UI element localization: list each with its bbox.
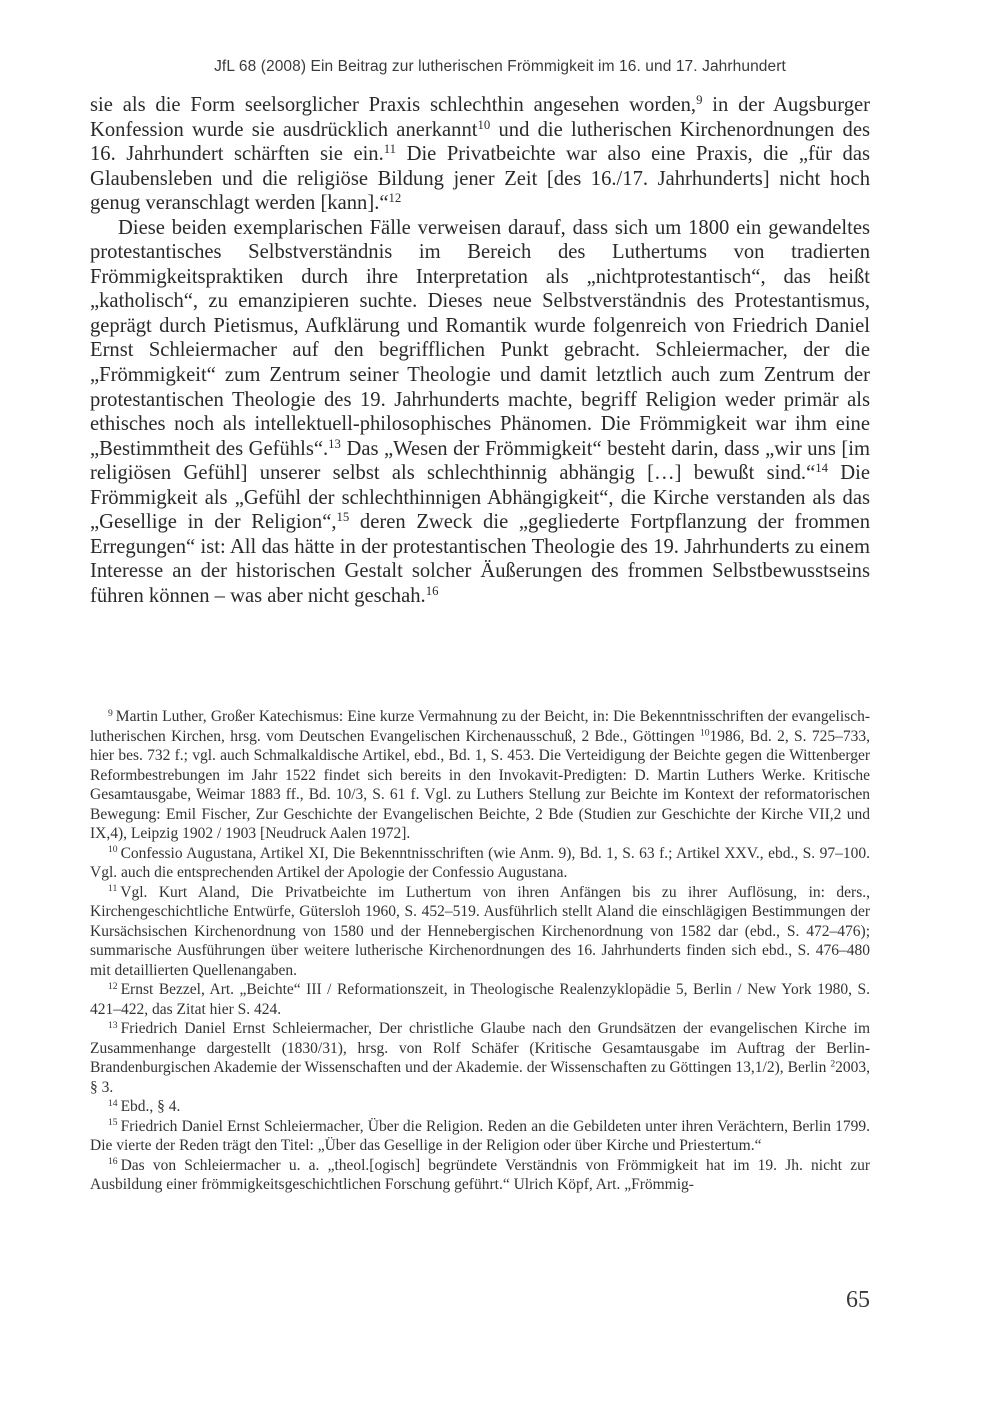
paragraph-2 — [90, 216, 870, 609]
footnote-number: 12 — [108, 980, 118, 992]
footnote-number: 9 — [108, 707, 113, 719]
running-head: JfL 68 (2008) Ein Beitrag zur lutherischen Frömmigkeit im 16. und 17. Jahrhundert — [214, 58, 786, 75]
footnote-number: 16 — [108, 1156, 118, 1168]
footnote-12 — [90, 980, 870, 1019]
text-run: und die lutherischen Kirchenordnungen des 16. Jahrhundert schärften sie ein. — [90, 118, 870, 166]
footnote-11 — [90, 883, 870, 981]
text-run: Das „Wesen der Frömmigkeit“ besteht darin, dass „wir uns [im religiösen Gefühl] unserer selbst als schlechthinnig abhängig […] bewußt sind.“ — [90, 437, 870, 485]
text-run: Die Privatbeichte war also eine Praxis, die „für das Glaubensleben und die religiöse Bildung jener Zeit [des 16./17. Jahrhunderts] nicht hoch genug veranschlagt werden [kann].“ — [90, 143, 870, 215]
footnote-ref-11[interactable]: 11 — [383, 142, 397, 157]
footnote-ref-9[interactable]: 9 — [696, 92, 703, 107]
footnote-ref-14[interactable]: 14 — [815, 461, 828, 476]
footnote-number: 14 — [108, 1097, 118, 1109]
footnote-10 — [90, 844, 870, 883]
footnote-number: 11 — [108, 883, 118, 895]
footnote-text: Martin Luther, Großer Katechismus: Eine kurze Vermahnung zu der Beicht, in: Die Bekenntnisschriften der evangelisch-lutherischen Kirchen, hrsg. vom Deutschen Evangelischen Kirchenausschuß, 2 Bde., Göttingen — [90, 708, 870, 745]
footnote-text: 2003, § 3. — [90, 1059, 870, 1096]
footnote-9 — [90, 707, 870, 844]
footnote-text: Das von Schleiermacher u. a. „theol.[ogisch] begründete Verständnis von Frömmigkeit hat im 19. Jh. nicht zur Ausbildung einer frömmigkeitsgeschichtlichen Forschung geführt.“ Ulrich Köpf, Art. „Frömmig- — [90, 1156, 870, 1193]
footnote-ref-16[interactable]: 16 — [425, 583, 439, 598]
text-run: in der Augsburger Konfession wurde sie ausdrücklich anerkannt — [90, 94, 870, 141]
footnote-text: Ebd., § 4. — [120, 1098, 181, 1115]
edition-superscript: 2 — [830, 1058, 836, 1070]
edition-superscript: 10 — [699, 727, 710, 739]
footnote-text: Ernst Bezzel, Art. „Beichte“ III / Reformationszeit, in Theologische Realenzyklopädie 5, Berlin / New York 1980, S. 421–422, das Zitat hier S. 424. — [90, 981, 870, 1018]
footnote-number: 13 — [108, 1019, 118, 1031]
page-number: 65 — [846, 1287, 870, 1313]
text-run: deren Zweck die „gegliederte Fortpflanzung der frommen Erregungen“ ist: All das hätte in der protestantischen Theologie des 19. Jahrhunderts zu einem Interesse an der historischen Gestalt solcher Äußerungen des frommen Selbstbewusstseins führen können – was aber nicht geschah. — [90, 511, 870, 607]
footnote-text: Friedrich Daniel Ernst Schleiermacher, Der christliche Glaube nach den Grundsätzen der evangelischen Kirche im Zusammenhange dargestellt (1830/31), hrsg. von Rolf Schäfer (Kritische Gesamtausgabe im Auftrag der Berlin-Brandenburgischen Akademie der Wissenschaften und der Akademie. der Wissenschaften zu Göttingen 13,1/2), Berlin — [90, 1020, 870, 1076]
text-run: Die Frömmigkeit als „Gefühl der schlechthinnigen Abhängigkeit“, die Kirche verstanden als das „Gesellige in der Religion“, — [90, 462, 870, 534]
footnote-13 — [90, 1019, 870, 1097]
text-run: sie als die Form seelsorglicher Praxis schlechthin angesehen worden, — [90, 94, 697, 116]
footnote-15 — [90, 1117, 870, 1156]
footnote-ref-10[interactable]: 10 — [477, 117, 491, 132]
footnote-text: 1986, Bd. 2, S. 725–733, hier bes. 732 f.; vgl. auch Schmalkaldische Artikel, ebd., Bd. 1, S. 453. Die Verteidigung der Beichte gegen die Wittenberger Reformbestrebungen im Jahr 1522 findet sich bereits in den Invokavit-Predigten: D. Martin Luthers Werke. Kritische Gesamtausgabe, Weimar 1883 ff., Bd. 10/3, S. 61 f. Vgl. zu Luthers Stellung zur Beichte im Kontext der reformatorischen Bewegung: Emil Fischer, Zur Geschichte der Evangelischen Beichte, 2 Bde (Studien zur Geschichte der Kirche VII,2 und IX,4), Leipzig 1902 / 1903 [Neudruck Aalen 1972]. — [90, 727, 870, 842]
footnote-14 — [90, 1097, 870, 1117]
footnote-ref-12[interactable]: 12 — [388, 191, 402, 206]
footnote-text: Confessio Augustana, Artikel XI, Die Bekenntnisschriften (wie Anm. 9), Bd. 1, S. 63 f.; Artikel XXV., ebd., S. 97–100. Vgl. auch die entsprechenden Artikel der Apologie der Confessio Augustana. — [90, 844, 870, 881]
footnote-text: Friedrich Daniel Ernst Schleiermacher, Über die Religion. Reden an die Gebildeten unter ihren Verächtern, Berlin 1799. Die vierte der Reden trägt den Titel: „Über das Gesellige in der Religion oder über Kirche und Priestertum.“ — [90, 1117, 870, 1154]
footnote-16 — [90, 1156, 870, 1195]
footnote-ref-15[interactable]: 15 — [336, 510, 350, 525]
text-run: Diese beiden exemplarischen Fälle verweisen darauf, dass sich um 1800 ein gewandeltes protestantisches Selbstverständnis im Bereich des Luthertums von tradierten Frömmigkeitspraktiken durch ihre Interpretation als „nichtprotestantisch“, das heißt „katholisch“, zu emanzipieren suchte. Dieses neue Selbstverständnis des Protestantismus, geprägt durch Pietismus, Aufklärung und Romantik wurde folgenreich von Friedrich Daniel Ernst Schleiermacher auf den begrifflichen Punkt gebracht. Schleiermacher, der die „Frömmigkeit“ zum Zentrum seiner Theologie und damit letztlich auch zum Zentrum der protestantischen Theologie des 19. Jahrhunderts machte, begriff Religion weder primär als ethisches noch als intellektuell-philosophisches Phänomen. Die Frömmigkeit war ihm eine „Bestimmtheit des Gefühls“. — [90, 216, 870, 460]
footnote-ref-13[interactable]: 13 — [328, 436, 341, 451]
footnotes — [90, 707, 870, 1195]
footnote-number: 10 — [108, 844, 118, 856]
main-text — [90, 93, 870, 608]
footnote-number: 15 — [108, 1117, 118, 1129]
paragraph-1 — [90, 93, 870, 216]
footnote-text: Vgl. Kurt Aland, Die Privatbeichte im Luthertum von ihren Anfängen bis zu ihrer Auflösung, in: ders., Kirchengeschichtliche Entwürfe, Gütersloh 1960, S. 452–519. Ausführlich stellt Aland die einschlägigen Bestimmungen der Kursächsischen Kirchenordnung von 1580 und der Hennebergischen Kirchenordnung von 1582 dar (ebd., S. 472–476); summarische Ausführungen über weitere lutherische Kirchenordnungen des 16. Jahrhunderts finden sich ebd., S. 476–480 mit detaillierten Quellenangaben. — [90, 883, 870, 979]
